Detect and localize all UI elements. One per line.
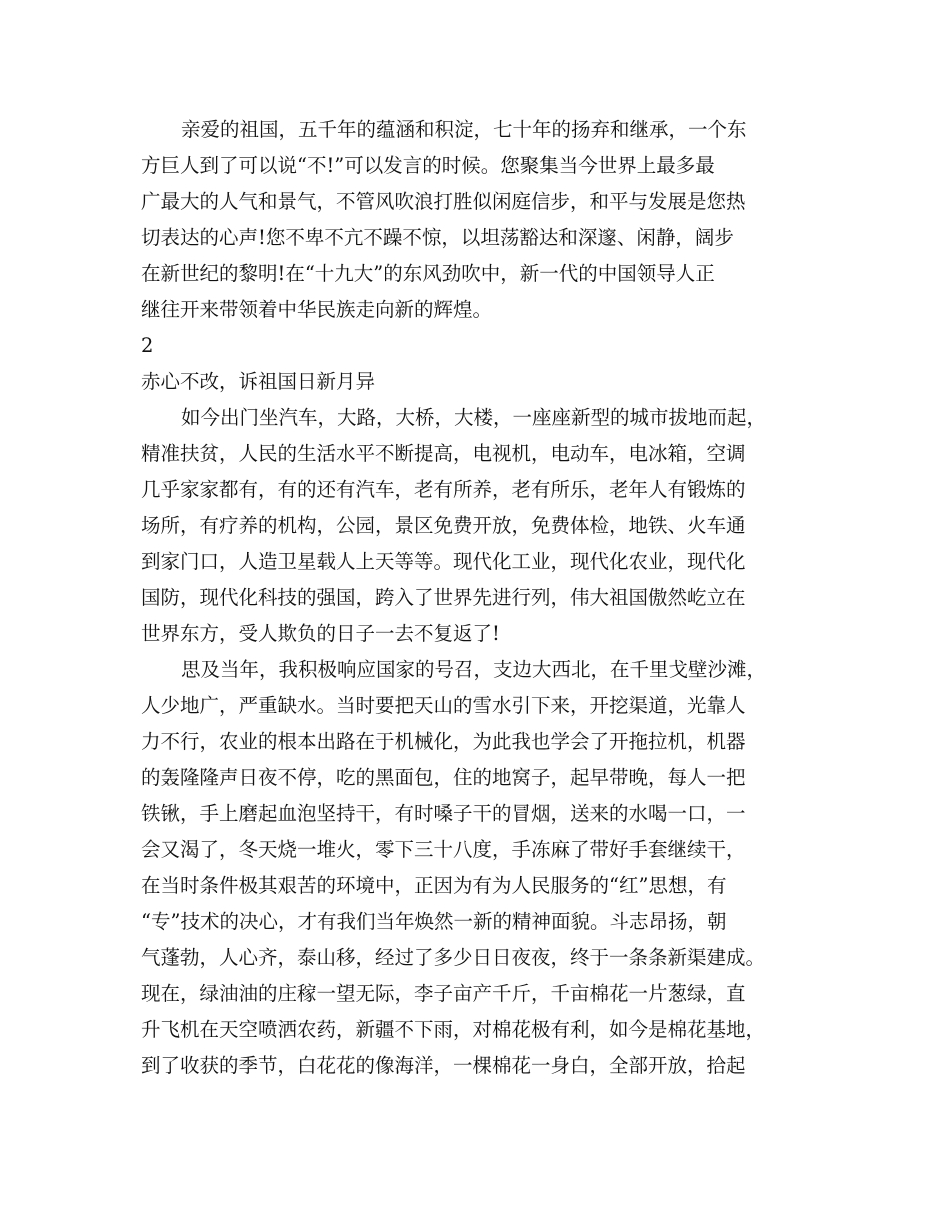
paragraph-2-line-1: 如今出门坐汽车，大路，大桥，大楼，一座座新型的城市拔地而起， (181, 406, 767, 429)
paragraph-2-line-4: 场所，有疗养的机构，公园，景区免费开放，免费体检，地铁、火车通 (141, 514, 746, 537)
paragraph-3-line-12: 到了收获的季节，白花花的像海洋，一棵棉花一身白，全部开放，拾起 (141, 1054, 746, 1077)
paragraph-1-line-3: 广最大的人气和景气，不管风吹浪打胜似闲庭信步，和平与发展是您热 (141, 190, 746, 213)
paragraph-2-line-3: 几乎家家都有，有的还有汽车，老有所养，老有所乐，老年人有锻炼的 (141, 478, 746, 501)
paragraph-3-line-1: 思及当年，我积极响应国家的号召，支边大西北，在千里戈壁沙滩， (181, 658, 767, 681)
paragraph-3-line-2: 人少地广，严重缺水。当时要把天山的雪水引下来，开挖渠道，光靠人 (141, 694, 746, 717)
paragraph-3-line-10: 现在，绿油油的庄稼一望无际，李子亩产千斤，千亩棉花一片葱绿，直 (141, 982, 746, 1005)
paragraph-1-line-5: 在新世纪的黎明!在“十九大”的东风劲吹中，新一代的中国领导人正 (141, 262, 715, 285)
paragraph-3-line-6: 会又渴了，冬天烧一堆火，零下三十八度，手冻麻了带好手套继续干， (141, 838, 746, 861)
paragraph-1-line-4: 切表达的心声!您不卑不亢不躁不惊，以坦荡豁达和深邃、闲静，阔步 (141, 226, 734, 249)
paragraph-2-line-5: 到家门口，人造卫星载人上天等等。现代化工业，现代化农业，现代化 (141, 550, 746, 573)
paragraph-1-line-1: 亲爱的祖国，五千年的蕴涵和积淀，七十年的扬弃和继承，一个东 (181, 118, 747, 141)
paragraph-2-line-6: 国防，现代化科技的强国，跨入了世界先进行列，伟大祖国傲然屹立在 (141, 586, 746, 609)
paragraph-2-line-2: 精准扶贫，人民的生活水平不断提高，电视机，电动车，电冰箱，空调 (141, 442, 746, 465)
paragraph-1-line-6: 继往开来带领着中华民族走向新的辉煌。 (141, 298, 493, 321)
paragraph-3-line-9: 气蓬勃，人心齐，泰山移，经过了多少日日夜夜，终于一条条新渠建成。 (141, 946, 766, 969)
section-number: 2 (141, 334, 154, 357)
paragraph-3-line-11: 升飞机在天空喷洒农药，新疆不下雨，对棉花极有利，如今是棉花基地， (141, 1018, 766, 1041)
paragraph-1-line-2: 方巨人到了可以说“不!”可以发言的时候。您聚集当今世界上最多最 (141, 154, 715, 177)
paragraph-3-line-8: “专”技术的决心，才有我们当年焕然一新的精神面貌。斗志昂扬，朝 (141, 910, 727, 933)
paragraph-3-line-7: 在当时条件极其艰苦的环境中，正因为有为人民服务的“红”思想，有 (141, 874, 727, 897)
paragraph-3-line-3: 力不行，农业的根本出路在于机械化，为此我也学会了开拖拉机，机器 (141, 730, 746, 753)
paragraph-2-line-7: 世界东方，受人欺负的日子一去不复返了! (141, 622, 500, 645)
paragraph-3-line-5: 铁锹，手上磨起血泡坚持干，有时嗓子干的冒烟，送来的水喝一口，一 (141, 802, 746, 825)
paragraph-3-line-4: 的轰隆隆声日夜不停，吃的黑面包，住的地窝子，起早带晚，每人一把 (141, 766, 746, 789)
section-title: 赤心不改，诉祖国日新月异 (141, 370, 376, 393)
